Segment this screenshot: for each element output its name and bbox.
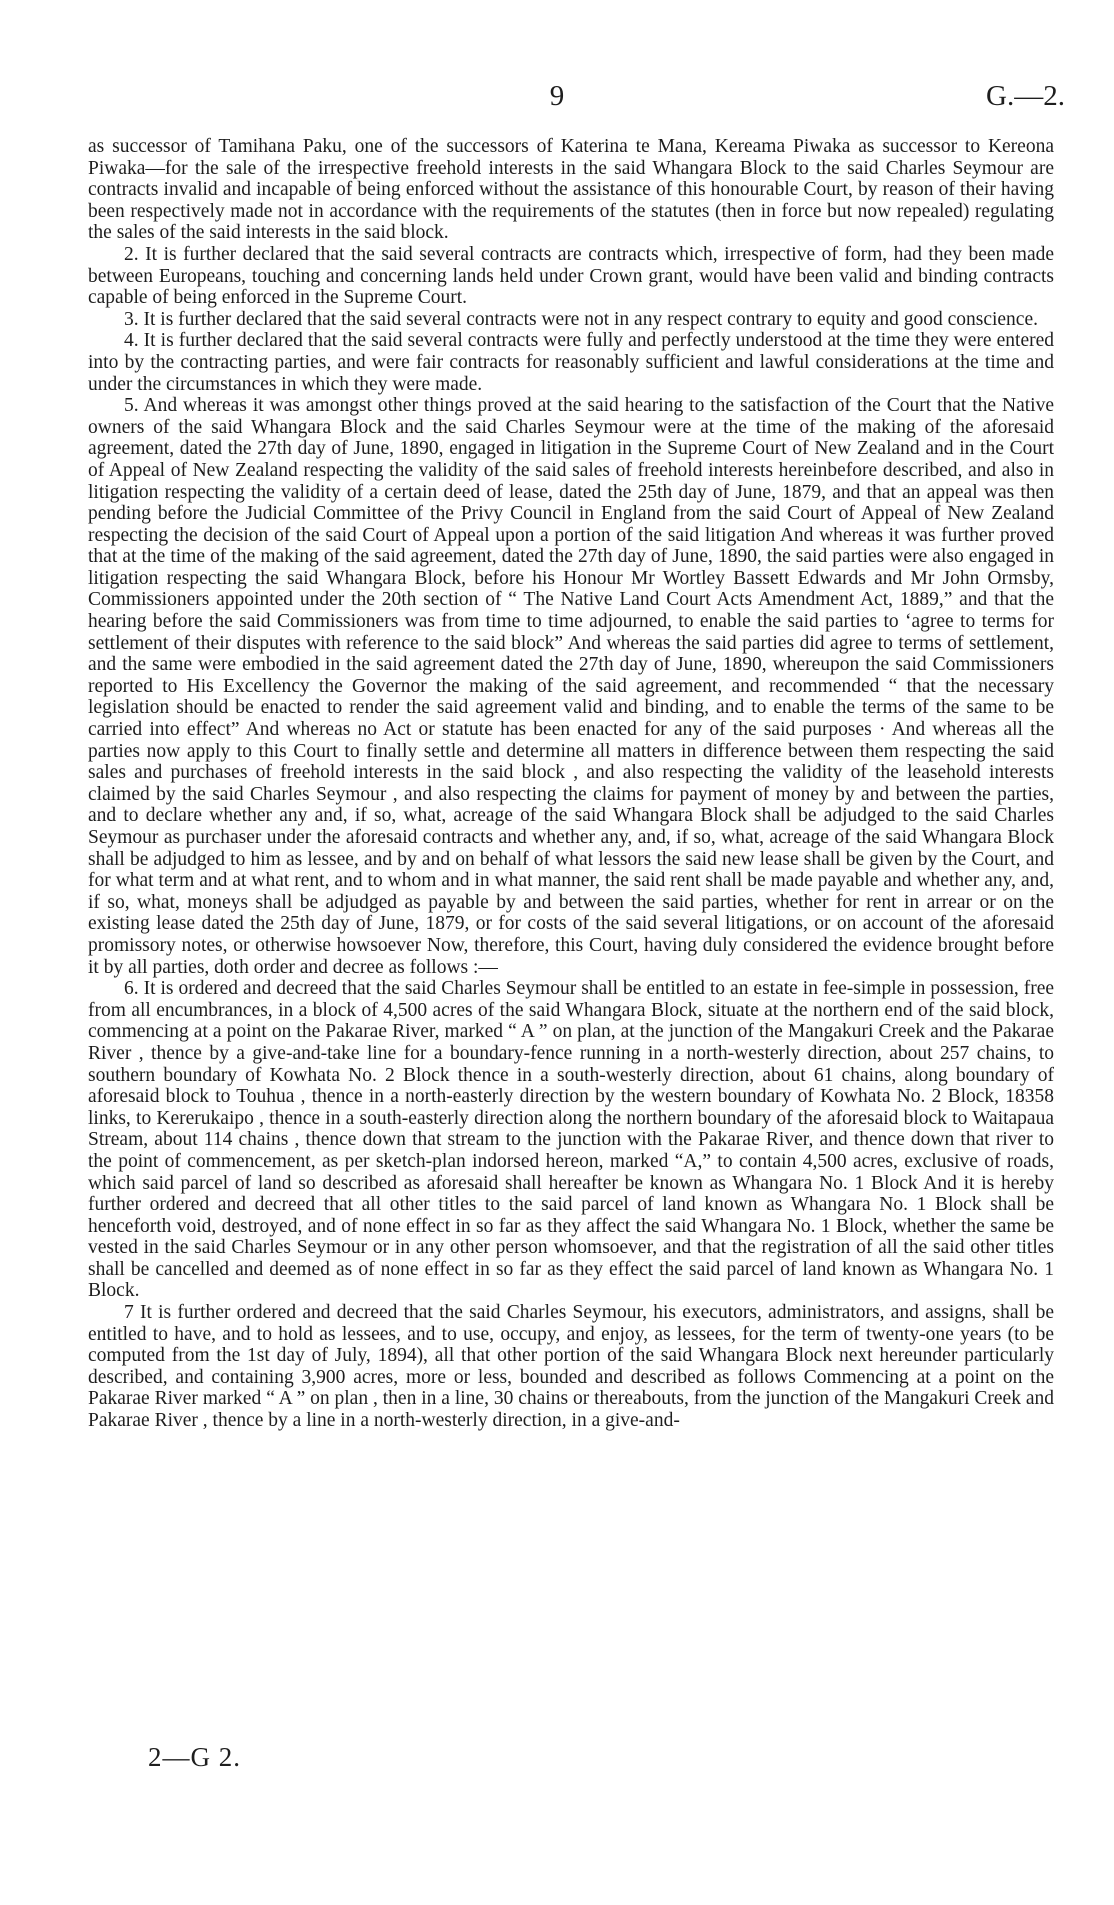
paragraph-2: 2. It is further declared that the said several contracts are contracts which, irrespective of form, had they been made between Europeans, touching and concerning lands held under Crown grant, would have been valid and binding contracts capable of being enforced in the Supreme Court. <box>88 243 1054 309</box>
paragraph-3: 3. It is further declared that the said several contracts were not in any respect contrary to equity and good conscience. <box>124 308 1038 330</box>
paragraph-7: 7 It is further ordered and decreed that the said Charles Seymour, his executors, administrators, and assigns, shall be entitled to have, and to hold as lessees, and to use, occupy, and enjoy, as lessees, for the term of twenty-one years (to be computed from the 1st day of July, 1894), all that other portion of the said Whangara Block next hereunder particularly described, and containing 3,900 acres, more or less, bounded and described as follows Commencing at a point on the Pakarae River marked “ A ” on plan , then in a line, 30 chains or thereabouts, from the junction of the Mangakuri Creek and Pakarae River , thence by a line in a north-westerly direction, in a give-and- <box>88 1302 1054 1432</box>
paragraph-continuation: as successor of Tamihana Paku, one of the successors of Katerina te Mana, Kereama Piwaka as successor to Kereona Piwaka—for the sale of the irrespective freehold interests in the said Whangara Block to the said Charles Seymour are contracts invalid and incapable of being enforced without the assistance of this honourable Court, by reason of their having been respectively made not in accordance with the requirements of the statutes (then in force but now repealed) regulating the sales of the said interests in the said block. <box>88 136 1054 244</box>
paragraph-5: 5. And whereas it was amongst other things proved at the said hearing to the satisfaction of the Court that the Native owners of the said Whangara Block and the said Charles Seymour were at the time of the making of the aforesaid agreement, dated the 27th day of June, 1890, engaged in litigation in the Supreme Court of New Zealand and in the Court of Appeal of New Zealand respecting the validity of the said sales of freehold interests hereinbefore described, and also in litigation respecting the validity of a certain deed of lease, dated the 25th day of June, 1879, and that an appeal was then pending before the Judicial Committee of the Privy Council in England from the said Court of Appeal of New Zealand respecting the decision of the said Court of Appeal upon a portion of the said litigation And whereas it was further proved that at the time of the making of the said agreement, dated the 27th day of June, 1890, the said parties were also engaged in litigation respecting the said Whangara Block, before his Honour Mr Wortley Bassett Edwards and Mr John Ormsby, Commissioners appointed under the 20th section of “ The Native Land Court Acts Amendment Act, 1889,” and that the hearing before the said Commissioners was from time to time adjourned, to enable the said parties to ‘agree to terms for settlement of their disputes with reference to the said block” And whereas the said parties did agree to terms of settlement, and the same were embodied in the said agreement dated the 27th day of June, 1890, whereupon the said Commissioners reported to His Excellency the Governor the making of the said agreement, and recommended “ that the necessary legislation should be enacted to render the said agreement valid and binding, and to enable the terms of the same to be carried into effect” And whereas no Act or statute has been enacted for any of the said purposes · And whereas all the parties now apply to this Court to finally settle and determine all matters in difference between them respecting the said sales and purchases of freehold interests in the said block , and also respecting the validity of the leasehold interests claimed by the said Charles Seymour , and also respecting the claims for payment of money by and between the parties, and to declare whether any and, if so, what, acreage of the said Whangara Block shall be adjudged to the said Charles Seymour as purchaser under the aforesaid contracts and whether any, and, if so, what, acreage of the said Whangara Block shall be adjudged to him as lessee, and by and on behalf of what lessors the said new lease shall be given by the Court, and for what term and at what rent, and to whom and in what manner, the said rent shall be made payable and whether any, and, if so, what, moneys shall be adjudged as payable by and between the said parties, whether for rent in arrear or on the existing lease dated the 25th day of June, 1879, or for costs of the said several litigations, or on account of the aforesaid promissory notes, or otherwise howsoever Now, therefore, this Court, having duly considered the evidence brought before it by all parties, doth order and decree as follows :— <box>88 395 1054 978</box>
page-number: 9 <box>549 80 565 112</box>
document-reference: G.—2. <box>986 80 1065 112</box>
paragraph-4: 4. It is further declared that the said several contracts were fully and perfectly understood at the time they were entered into by the contracting parties, and were fair contracts for reasonably sufficient and lawful considerations at the time and under the circumstances in which they were made. <box>88 330 1054 395</box>
body-text <box>88 136 1054 1432</box>
paragraph-6: 6. It is ordered and decreed that the said Charles Seymour shall be entitled to an estate in fee-simple in possession, free from all encumbrances, in a block of 4,500 acres of the said Whangara Block, situate at the northern end of the said block, commencing at a point on the Pakarae River, marked “ A ” on plan, at the junction of the Mangakuri Creek and the Pakarae River , thence by a give-and-take line for a boundary-fence running in a north-westerly direction, about 257 chains, to southern boundary of Kowhata No. 2 Block thence in a south-westerly direction, about 61 chains, along boundary of aforesaid block to Touhua , thence in a north-easterly direction by the western boundary of Kowhata No. 2 Block, 18358 links, to Kererukaipo , thence in a south-easterly direction along the northern boundary of the aforesaid block to Waitapaua Stream, about 114 chains , thence down that stream to the junction with the Pakarae River, and thence down that river to the point of commencement, as per sketch-plan indorsed hereon, marked “A,” to contain 4,500 acres, exclusive of roads, which said parcel of land so described as aforesaid shall hereafter be known as Whangara No. 1 Block And it is hereby further ordered and decreed that all other titles to the said parcel of land known as Whangara No. 1 Block shall be henceforth void, destroyed, and of none effect in so far as they affect the said Whangara No. 1 Block, whether the same be vested in the said Charles Seymour or in any other person whomsoever, and that the registration of all the said other titles shall be cancelled and deemed as of none effect in so far as they effect the said parcel of land known as Whangara No. 1 Block. <box>88 978 1054 1302</box>
footer-signature: 2—G 2. <box>148 1742 241 1772</box>
